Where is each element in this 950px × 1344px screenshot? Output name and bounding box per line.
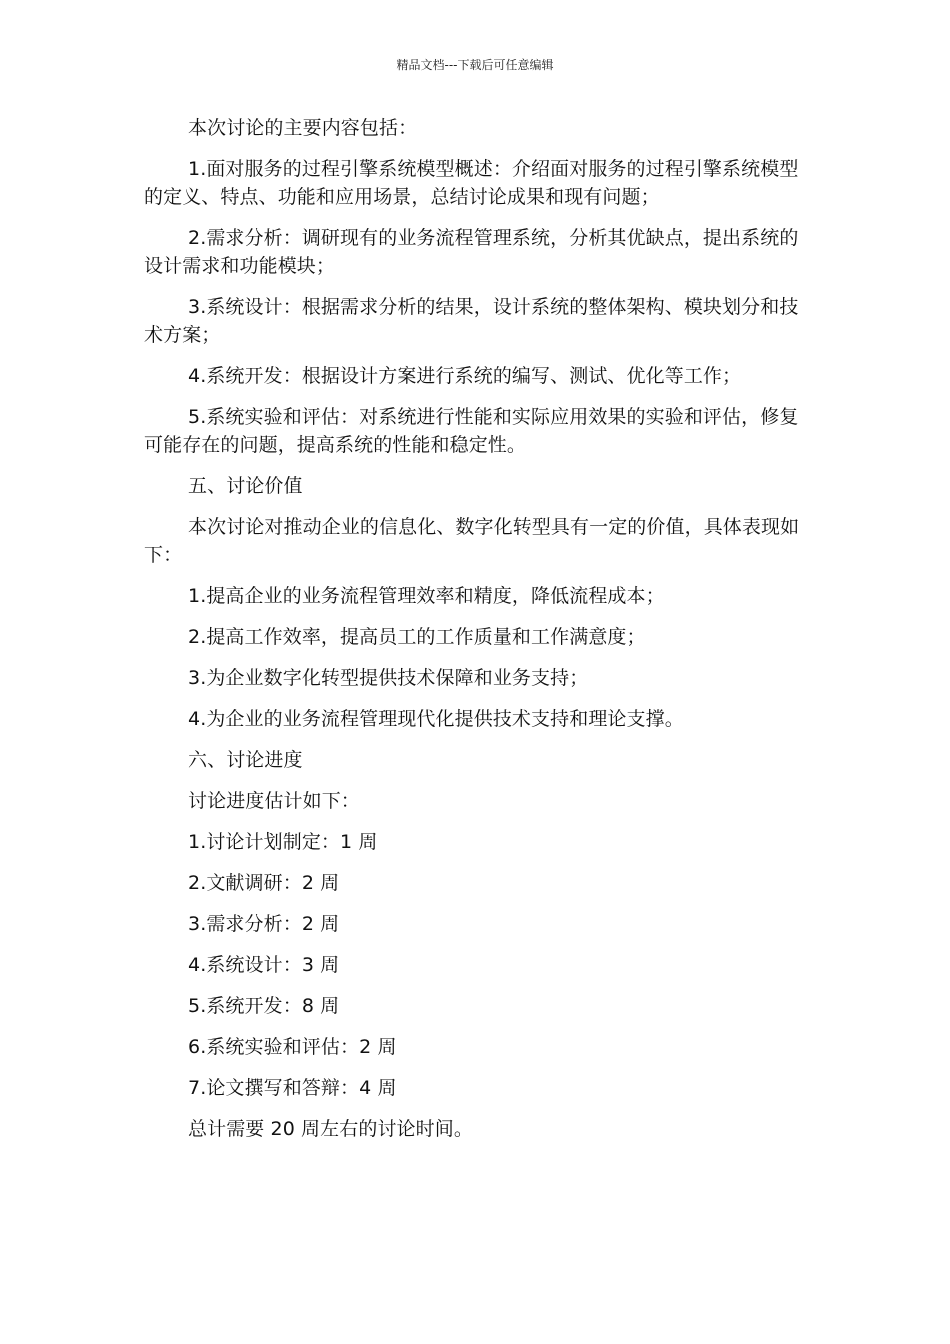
- paragraph-item-4: 4.系统开发：根据设计方案进行系统的编写、测试、优化等工作；: [188, 365, 742, 387]
- paragraph-progress-3: 3.需求分析：2 周: [188, 913, 340, 935]
- paragraph-progress-7: 7.论文撰写和答辩：4 周: [188, 1077, 397, 1099]
- paragraph-item-1: 1.面对服务的过程引擎系统模型概述：介绍面对服务的过程引擎系统模型的定义、特点、功能和应用场景，总结讨论成果和现有问题；: [144, 158, 799, 208]
- paragraph-progress-5: 5.系统开发：8 周: [188, 995, 340, 1017]
- paragraph-progress-2: 2.文献调研：2 周: [188, 872, 340, 894]
- document-body: [144, 114, 804, 1156]
- paragraph-progress-6: 6.系统实验和评估：2 周: [188, 1036, 397, 1058]
- paragraph-item-3: 3.系统设计：根据需求分析的结果，设计系统的整体架构、模块划分和技术方案；: [144, 296, 799, 346]
- paragraph-progress-1: 1.讨论计划制定：1 周: [188, 831, 378, 853]
- paragraph-item-5: 5.系统实验和评估：对系统进行性能和实际应用效果的实验和评估，修复可能存在的问题，提高系统的性能和稳定性。: [144, 406, 799, 456]
- paragraph-value-2: 2.提高工作效率，提高员工的工作质量和工作满意度；: [188, 626, 646, 648]
- section-heading-progress: 六、讨论进度: [188, 749, 303, 771]
- paragraph-value-4: 4.为企业的业务流程管理现代化提供技术支持和理论支撑。: [188, 708, 684, 730]
- paragraph-value-3: 3.为企业数字化转型提供技术保障和业务支持；: [188, 667, 589, 689]
- paragraph-progress-intro: 讨论进度估计如下：: [188, 790, 360, 812]
- paragraph-value-1: 1.提高企业的业务流程管理效率和精度，降低流程成本；: [188, 585, 665, 607]
- paragraph-value-intro: 本次讨论对推动企业的信息化、数字化转型具有一定的价值，具体表现如下：: [144, 516, 800, 566]
- paragraph-item-2: 2.需求分析：调研现有的业务流程管理系统，分析其优缺点，提出系统的设计需求和功能模块；: [144, 227, 799, 277]
- section-heading-value: 五、讨论价值: [188, 475, 303, 497]
- paragraph-intro: 本次讨论的主要内容包括：: [188, 117, 418, 139]
- paragraph-progress-4: 4.系统设计：3 周: [188, 954, 340, 976]
- page-header: 精品文档---下载后可任意编辑: [396, 58, 554, 72]
- paragraph-total: 总计需要 20 周左右的讨论时间。: [188, 1118, 473, 1140]
